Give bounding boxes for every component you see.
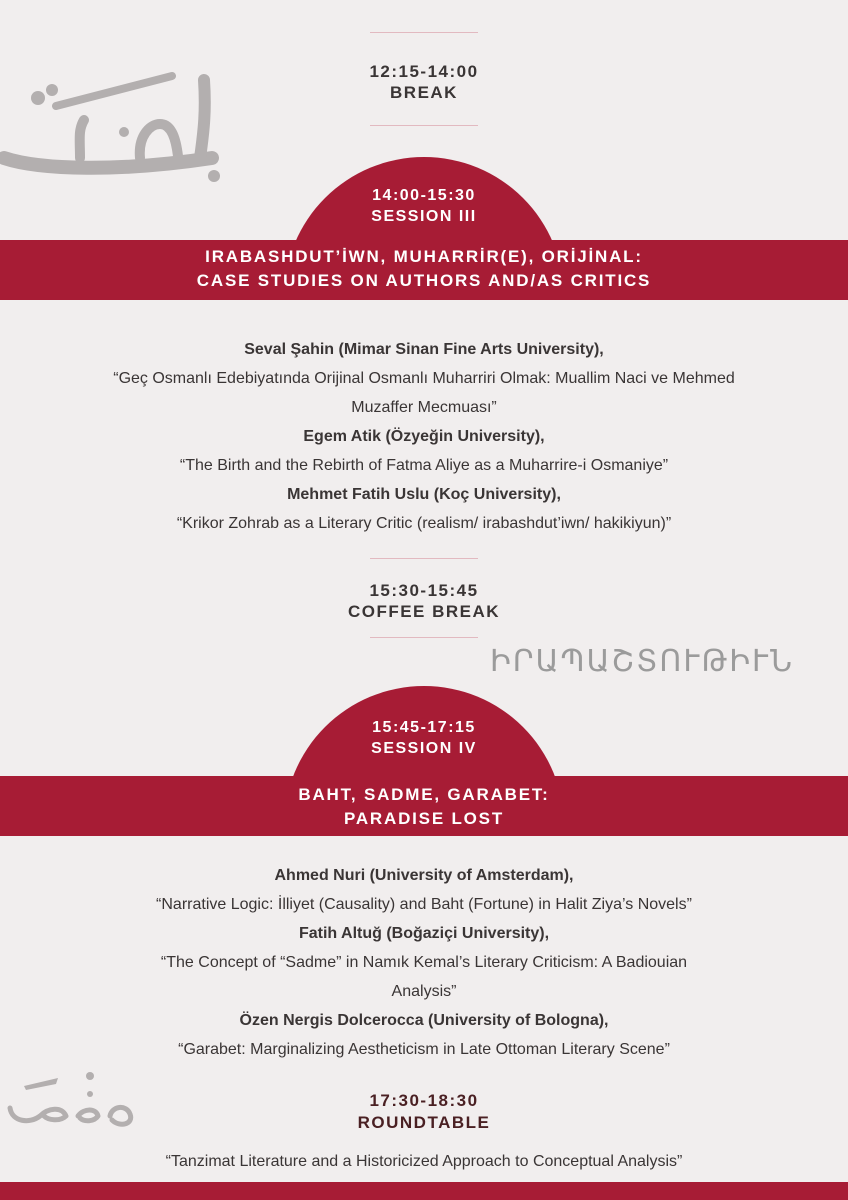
speaker-name: Egem Atik (Özyeğin University), bbox=[303, 428, 545, 445]
talk-title: “Garabet: Marginalizing Aestheticism in Late Ottoman Literary Scene” bbox=[178, 1041, 670, 1058]
break-time: 12:15-14:00 bbox=[369, 62, 479, 81]
session-label: SESSION IV bbox=[371, 740, 477, 757]
speaker-name: Özen Nergis Dolcerocca (University of Bologna), bbox=[239, 1012, 609, 1029]
speaker-name: Mehmet Fatih Uslu (Koç University), bbox=[287, 486, 561, 503]
break-time-block bbox=[0, 61, 848, 103]
talk-title: “Krikor Zohrab as a Literary Critic (realism/ irabashdut’iwn/ hakikiyun)” bbox=[176, 515, 672, 532]
speaker-name: Fatih Altuğ (Boğaziçi University), bbox=[298, 925, 550, 942]
speaker-name: Seval Şahin (Mimar Sinan Fine Arts University), bbox=[244, 341, 604, 358]
divider bbox=[370, 558, 478, 559]
session-title bbox=[0, 783, 848, 831]
break-label: BREAK bbox=[390, 83, 458, 102]
talk-title-continued: Muzaffer Mecmuası” bbox=[351, 399, 497, 416]
coffee-break-label: COFFEE BREAK bbox=[347, 602, 501, 621]
coffee-break-block bbox=[0, 580, 848, 622]
talk-title: “Geç Osmanlı Edebiyatında Orijinal Osmanlı Muharriri Olmak: Muallim Naci ve Mehmed bbox=[113, 370, 735, 387]
session-time: 15:45-17:15 bbox=[372, 719, 476, 736]
talk-title: “Narrative Logic: İlliyet (Causality) and Baht (Fortune) in Halit Ziya’s Novels” bbox=[156, 896, 692, 913]
session-title-line1: IRABASHDUT’İWN, MUHARRİR(E), ORİJİNAL: bbox=[205, 247, 643, 266]
session-header bbox=[0, 185, 848, 227]
session-header bbox=[0, 717, 848, 759]
session-title-line2: PARADISE LOST bbox=[343, 809, 505, 828]
session-title-line1: BAHT, SADME, GARABET: bbox=[298, 785, 550, 804]
roundtable-time: 17:30-18:30 bbox=[369, 1091, 479, 1110]
session-talks bbox=[20, 861, 828, 1064]
session-talks bbox=[20, 335, 828, 538]
session-title bbox=[0, 245, 848, 293]
session-label: SESSION III bbox=[371, 208, 477, 225]
roundtable-title: “Tanzimat Literature and a Historicized Approach to Conceptual Analysis” bbox=[165, 1153, 683, 1170]
talk-title: “The Concept of “Sadme” in Namık Kemal’s Literary Criticism: A Badiouian bbox=[160, 954, 688, 971]
armenian-word-decoration: ԻՐԱՊԱՇՏՈՒԹԻՒՆ bbox=[490, 644, 794, 679]
roundtable-header bbox=[0, 1090, 848, 1134]
divider bbox=[370, 125, 478, 126]
coffee-break-time: 15:30-15:45 bbox=[369, 581, 479, 600]
talk-title: “The Birth and the Rebirth of Fatma Aliye as a Muharrire-i Osmaniye” bbox=[179, 457, 669, 474]
divider bbox=[370, 637, 478, 638]
divider bbox=[370, 32, 478, 33]
session-time: 14:00-15:30 bbox=[372, 187, 476, 204]
session-title-line2: CASE STUDIES ON AUTHORS AND/AS CRITICS bbox=[196, 271, 652, 290]
bottom-accent-bar bbox=[0, 1182, 848, 1200]
speaker-name: Ahmed Nuri (University of Amsterdam), bbox=[274, 867, 574, 884]
talk-title-continued: Analysis” bbox=[391, 983, 457, 1000]
roundtable-label: ROUNDTABLE bbox=[357, 1113, 491, 1132]
